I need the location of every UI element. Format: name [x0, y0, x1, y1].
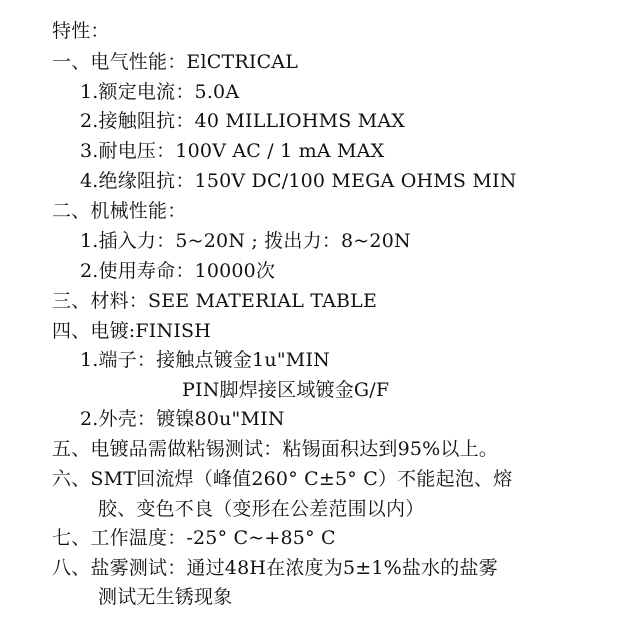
withstand-voltage-item: 3.耐电压：100V AC / 1 mA MAX: [80, 140, 385, 162]
contact-resistance-item: 2.接触阻抗：40 MILLIOHMS MAX: [80, 110, 406, 132]
pin-plating-item: PIN脚焊接区域镀金G/F: [182, 379, 390, 401]
section-operating-temperature: 七、工作温度：-25° C~+85° C: [52, 527, 336, 549]
section-salt-spray-line2: 测试无生锈现象: [98, 586, 233, 608]
section-finish-title: 四、电镀:FINISH: [52, 320, 212, 342]
section-salt-spray-line1: 八、盐雾测试：通过48H在浓度为5±1%盐水的盐雾: [52, 557, 498, 579]
rated-current-item: 1.额定电流：5.0A: [80, 81, 240, 103]
section-material-title: 三、材料：SEE MATERIAL TABLE: [52, 290, 378, 312]
insertion-force-item: 1.插入力：5~20N ; 拨出力：8~20N: [80, 230, 411, 252]
insulation-resistance-item: 4.绝缘阻抗：150V DC/100 MEGA OHMS MIN: [80, 170, 517, 192]
section-solder-test: 五、电镀品需做粘锡测试：粘锡面积达到95%以上。: [52, 438, 499, 460]
section-electrical-title: 一、电气性能：ElCTRICAL: [52, 51, 299, 73]
section-reflow-line1: 六、SMT回流焊（峰值260° C±5° C）不能起泡、熔: [52, 468, 513, 490]
shell-plating-item: 2.外壳：镀镍80u"MIN: [80, 408, 285, 430]
section-mechanical-title: 二、机械性能：: [52, 200, 187, 222]
section-reflow-line2: 胶、变色不良（变形在公差范围以内）: [98, 498, 425, 520]
service-life-item: 2.使用寿命：10000次: [80, 260, 276, 282]
terminal-plating-item: 1.端子：接触点镀金1u"MIN: [80, 349, 330, 371]
heading-characteristics: 特性：: [52, 20, 110, 42]
